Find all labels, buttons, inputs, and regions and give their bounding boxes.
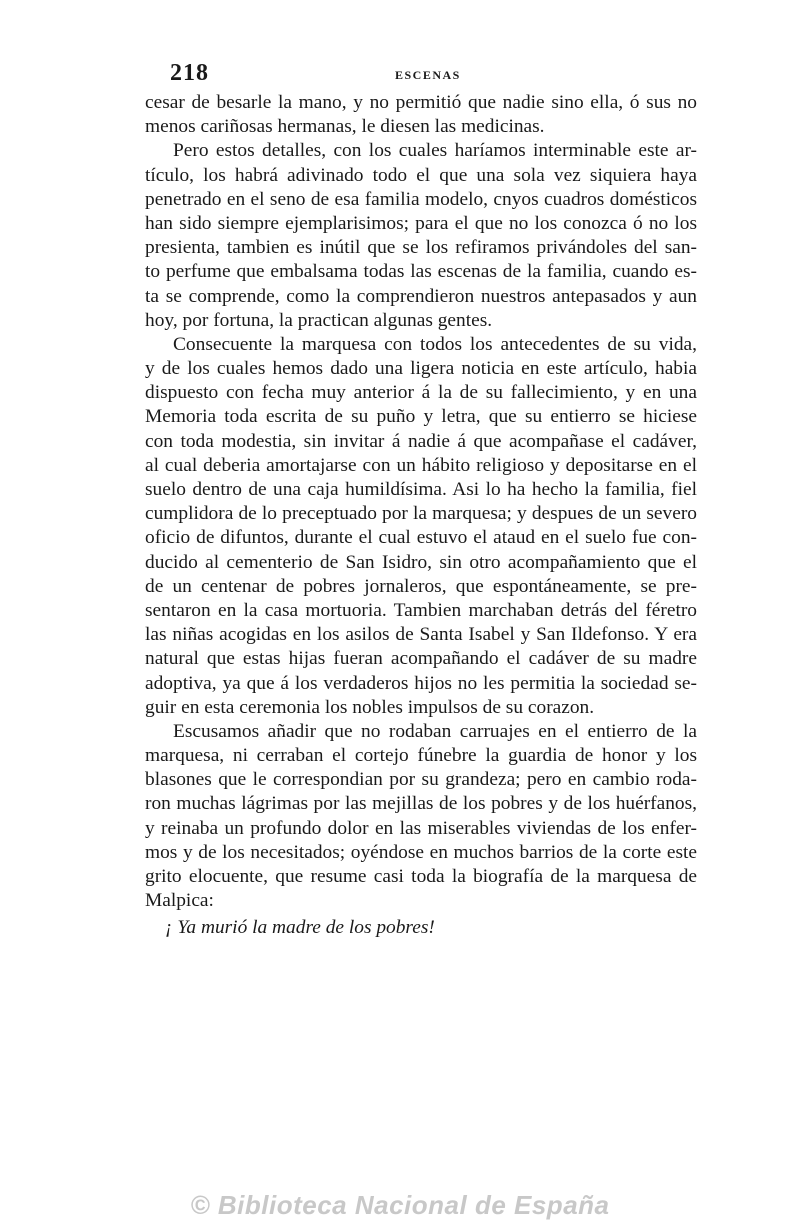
text-line: mos y de los necesitados; oyéndose en muchos barrios de la corte este bbox=[145, 841, 697, 863]
text-line: cumplidora de lo preceptuado por la marquesa; y despues de un severo bbox=[145, 503, 697, 525]
text-line: ducido al cementerio de San Isidro, sin otro acompañamiento que el bbox=[145, 551, 697, 573]
running-title: ESCENAS bbox=[395, 68, 461, 82]
text-line: sentaron en la casa mortuoria. Tambien marchaban detrás del féretro bbox=[145, 599, 697, 621]
text-line: presienta, tambien es inútil que se los refiramos privándoles del san- bbox=[145, 237, 697, 259]
text-line: adoptiva, ya que á los verdaderos hijos no les permitia la sociedad se- bbox=[145, 672, 697, 694]
text-line: hoy, por fortuna, la practican algunas gentes. bbox=[145, 309, 493, 331]
text-line: oficio de difuntos, durante el cual estuvo el ataud en el suelo fue con- bbox=[145, 527, 697, 549]
text-line: marquesa, ni cerraban el cortejo fúnebre la guardia de honor y los bbox=[145, 745, 697, 767]
body-text bbox=[145, 91, 697, 939]
text-line: blasones que le correspondian por su grandeza; pero en cambio roda- bbox=[145, 769, 697, 791]
paragraph-2 bbox=[145, 139, 697, 333]
text-line: ta se comprende, como la comprendieron nuestros antepasados y aun bbox=[145, 285, 697, 307]
text-line: dispuesto con fecha muy anterior á la de su fallecimiento, y en una bbox=[145, 382, 697, 404]
text-line: con toda modestia, sin invitar á nadie á que acompañase el cadáver, bbox=[145, 430, 697, 452]
text-line: Memoria toda escrita de su puño y letra, que su entierro se hiciese bbox=[145, 406, 697, 428]
paragraph-3 bbox=[145, 333, 697, 720]
text-line: Escusamos añadir que no rodaban carruajes en el entierro de la bbox=[173, 720, 697, 742]
text-line: al cual deberia amortajarse con un hábito religioso y depositarse en el bbox=[145, 454, 697, 476]
text-line: natural que estas hijas fueran acompañando el cadáver de su madre bbox=[145, 648, 697, 670]
text-line: grito elocuente, que resume casi toda la biografía de la marquesa de bbox=[145, 866, 697, 887]
paragraph-4 bbox=[145, 720, 697, 914]
page-number: 218 bbox=[170, 60, 209, 86]
text-line: guir en esta ceremonia los nobles impulsos de su corazon. bbox=[145, 696, 595, 718]
text-line: to perfume que embalsama todas las escenas de la familia, cuando es- bbox=[145, 261, 697, 283]
text-line: Malpica: bbox=[145, 890, 214, 912]
closing-exclamation: ¡ Ya murió la madre de los pobres! bbox=[165, 917, 435, 939]
text-line: y reinaba un profundo dolor en las miserables viviendas de los enfer- bbox=[145, 817, 697, 839]
text-line: Pero estos detalles, con los cuales haríamos interminable este ar- bbox=[173, 140, 697, 162]
paragraph-1 bbox=[145, 91, 697, 139]
text-line: Consecuente la marquesa con todos los antecedentes de su vida, bbox=[173, 333, 697, 355]
text-line: de un centenar de pobres jornaleros, que espontáneamente, se pre- bbox=[145, 575, 697, 597]
text-line: y de los cuales hemos dado una ligera noticia en este artículo, habia bbox=[145, 358, 697, 380]
library-watermark: © Biblioteca Nacional de España bbox=[190, 1190, 610, 1220]
text-line: las niñas acogidas en los asilos de Santa Isabel y San Ildefonso. Y era bbox=[145, 624, 697, 646]
text-line: ron muchas lágrimas por las mejillas de los pobres y de los huérfanos, bbox=[145, 793, 697, 815]
text-line: cesar de besarle la mano, y no permitió que nadie sino ella, ó sus no bbox=[145, 92, 697, 113]
text-line: han sido siempre ejemplarisimos; para el que no los conozca ó no los bbox=[145, 212, 697, 234]
text-line: penetrado en el seno de esa familia modelo, cnyos cuadros domésticos bbox=[145, 188, 697, 210]
text-line: suelo dentro de una caja humildísima. Asi lo ha hecho la familia, fiel bbox=[145, 479, 697, 500]
text-line: menos cariñosas hermanas, le diesen las medicinas. bbox=[145, 116, 545, 138]
page-header bbox=[145, 60, 700, 90]
text-line: tículo, los habrá adivinado todo el que una sola vez siquiera haya bbox=[145, 164, 697, 186]
